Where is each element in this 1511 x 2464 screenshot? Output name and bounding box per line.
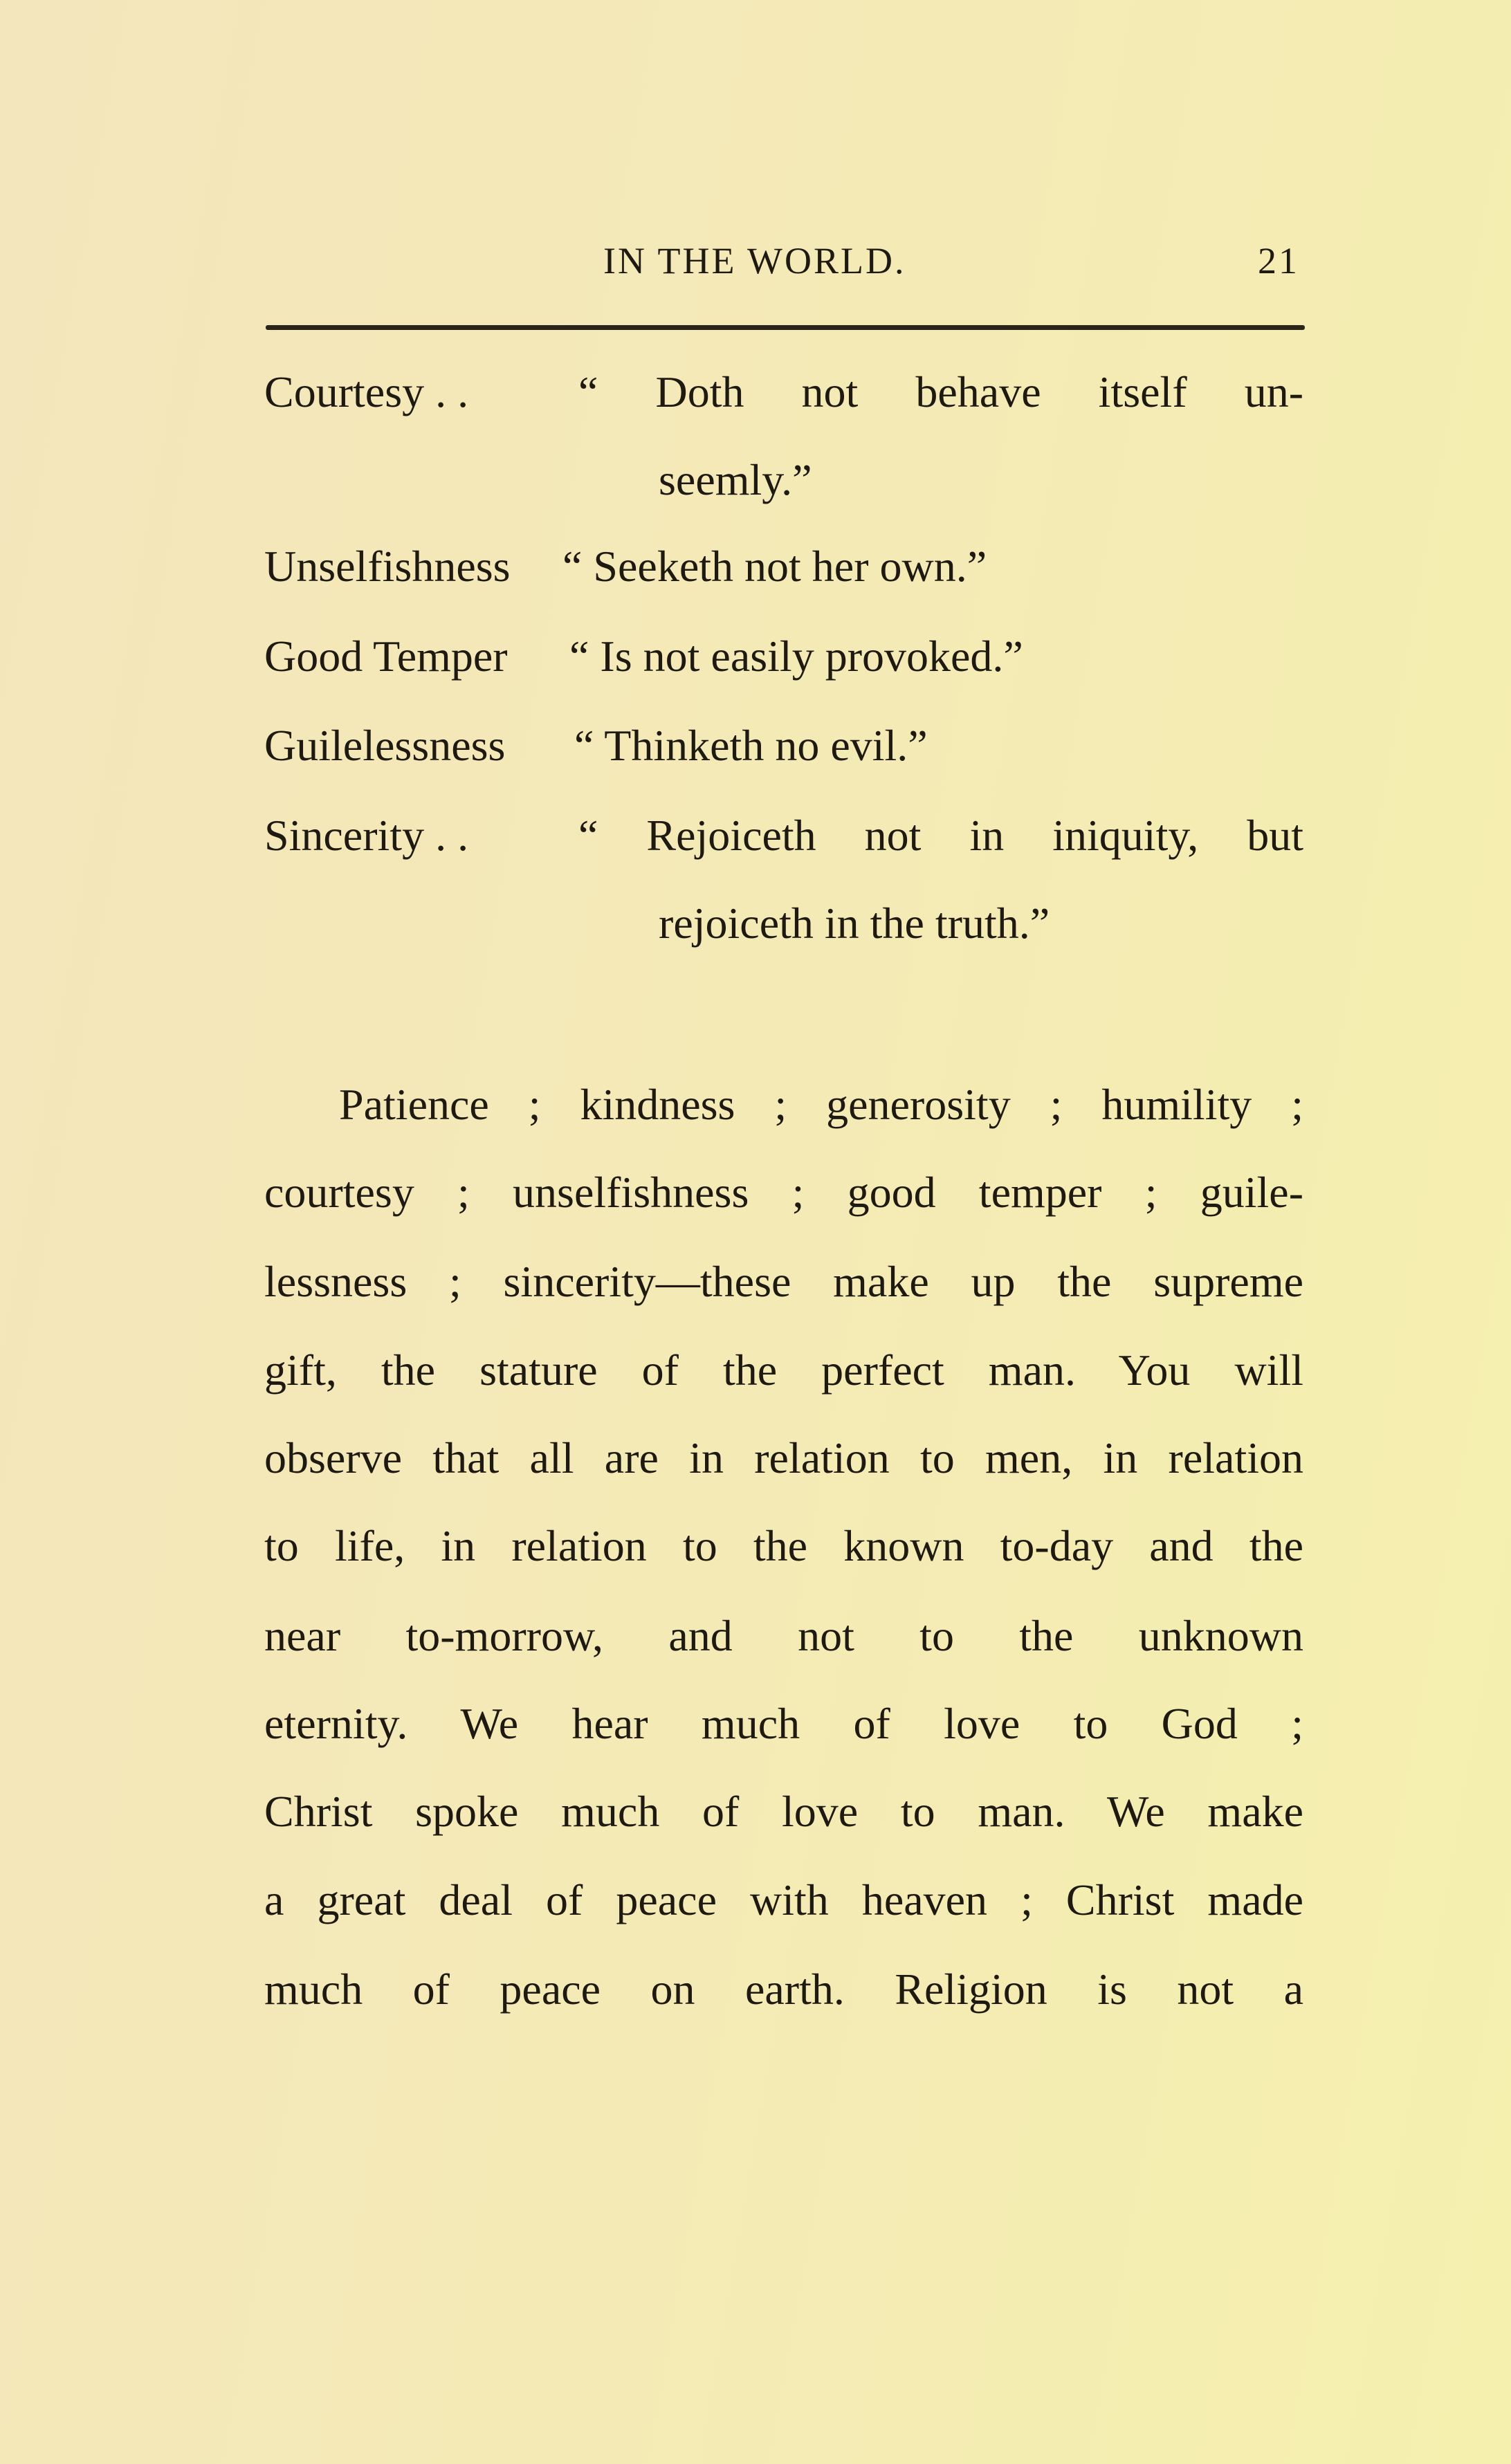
paragraph-line: courtesy ; unselfishness ; good temper ; guile- — [264, 1168, 1303, 1217]
list-label: Sincerity . . — [264, 811, 469, 860]
list-label: Courtesy . . — [264, 367, 469, 416]
paragraph-line: Christ spoke much of love to man. We make — [264, 1787, 1303, 1836]
paragraph-line: near to-morrow, and not to the unknown — [264, 1611, 1303, 1660]
list-label: Guilelessness — [264, 721, 506, 770]
list-quote: “ Is not easily provoked.” — [569, 632, 1023, 681]
paragraph-line: eternity. We hear much of love to God ; — [264, 1699, 1303, 1748]
paragraph-line: to life, in relation to the known to-day and the — [264, 1521, 1303, 1570]
list-label: Good Temper — [264, 632, 508, 681]
paragraph-line: observe that all are in relation to men, in relation — [264, 1433, 1303, 1482]
page-number: 21 — [1258, 240, 1299, 282]
header-rule — [266, 325, 1305, 330]
list-label: Unselfishness — [264, 542, 511, 591]
paragraph-line: Patience ; kindness ; generosity ; humility ; — [339, 1080, 1303, 1129]
paragraph-line: much of peace on earth. Religion is not a — [264, 1965, 1303, 2014]
list-quote-continuation: seemly.” — [659, 455, 812, 504]
list-quote: “ Seeketh not her own.” — [562, 542, 987, 591]
list-quote: “ Rejoiceth not in iniquity, but — [578, 811, 1303, 860]
paragraph-line: gift, the stature of the perfect man. You will — [264, 1345, 1303, 1395]
list-quote-continuation: rejoiceth in the truth.” — [659, 899, 1050, 948]
list-quote: “ Doth not behave itself un- — [578, 367, 1303, 416]
running-header: IN THE WORLD. — [603, 240, 906, 282]
paragraph-line: a great deal of peace with heaven ; Christ made — [264, 1875, 1303, 1924]
list-quote: “ Thinketh no evil.” — [574, 721, 928, 770]
paragraph-line: lessness ; sincerity—these make up the supreme — [264, 1257, 1303, 1306]
